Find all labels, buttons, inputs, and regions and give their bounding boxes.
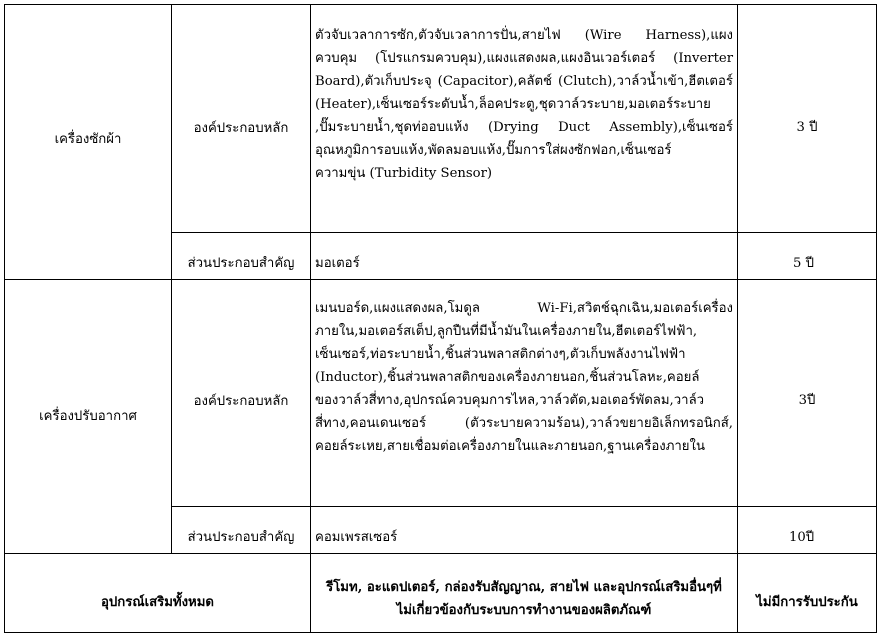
component-type-main-washer: องค์ประกอบหลัก (193, 121, 289, 136)
warranty-main-washer: 3 ปี (796, 120, 818, 135)
text-line: Board),ตัวเก็บประจุ (Capacitor),คลัตช์ (Clutch),วาล์วน้ำเข้า,ฮีตเตอร์ (315, 74, 733, 89)
text-line: อุณหภูมิการอบแห้ง,พัดลมอบแห้ง,ปั๊มการใส่ผงซักฟอก,เซ็นเซอร์ (315, 143, 672, 158)
main-components-ac (315, 297, 733, 458)
text-line: คอยล์ระเหย,สายเชื่อมต่อเครื่องภายในและภายนอก,ฐานเครื่องภายใน (315, 439, 705, 454)
text-line: ไม่เกี่ยวข้องกับระบบการทำงานของผลิตภัณฑ์ (396, 603, 652, 618)
component-type-key-ac: ส่วนประกอบสำคัญ (187, 530, 295, 545)
text-line: ความขุ่น (Turbidity Sensor) (315, 166, 493, 181)
table-border-bottom (4, 632, 877, 633)
table-border-right (876, 4, 877, 633)
text-line: เซ็นเซอร์,ท่อระบายน้ำ,ชิ้นส่วนพลาสติกต่างๆ,ตัวเก็บพลังงานไฟฟ้า (315, 347, 686, 362)
product-name-washer: เครื่องซักผ้า (54, 132, 122, 147)
row-divider-washer-key (171, 232, 877, 233)
warranty-key-ac: 10ปี (789, 530, 815, 545)
accessories-warranty: ไม่มีการรับประกัน (756, 595, 858, 610)
accessories-description (315, 576, 733, 622)
row-divider-ac-end (4, 553, 877, 554)
text-line: (Inductor),ชิ้นส่วนพลาสติกของเครื่องภายนอก,ชิ้นส่วนโลหะ,คอยล์ (315, 370, 700, 385)
text-line: สี่ทาง,คอนเดนเซอร์ (ตัวระบายความร้อน),วาล์วขยายอิเล็กทรอนิกส์, (315, 416, 733, 431)
warranty-key-washer: 5 ปี (793, 256, 814, 271)
col-divider-product (171, 4, 172, 554)
warranty-main-ac: 3ปี (798, 393, 816, 408)
row-divider-washer-end (4, 279, 877, 280)
text-line: รีโมท, อะแดปเตอร์, กล่องรับสัญญาณ, สายไฟ และอุปกรณ์เสริมอื่นๆที่ (326, 580, 722, 595)
text-line: ตัวจับเวลาการซัก,ตัวจับเวลาการปั่น,สายไฟ (Wire Harness),แผง (315, 28, 733, 43)
text-line: เมนบอร์ด,แผงแสดงผล,โมดูล Wi-Fi,สวิตช์ฉุกเฉิน,มอเตอร์เครื่อง (315, 301, 733, 316)
main-components-washer (315, 24, 733, 185)
product-name-ac: เครื่องปรับอากาศ (39, 409, 137, 424)
table-border-left (4, 4, 5, 633)
text-line: ควบคุม (โปรแกรมควบคุม),แผงแสดงผล,แผงอินเวอร์เตอร์ (Inverter (315, 51, 733, 66)
table-border-top (4, 4, 877, 5)
text-line: ,ปั๊มระบายน้ำ,ชุดท่ออบแห้ง (Drying Duct Assembly),เซ็นเซอร์ (315, 120, 733, 135)
text-line: (Heater),เซ็นเซอร์ระดับน้ำ,ล็อคประตู,ชุดวาล์วระบาย,มอเตอร์ระบาย (315, 97, 711, 112)
row-divider-ac-key (171, 506, 877, 507)
text-line: ของวาล์วสี่ทาง,อุปกรณ์ควบคุมการไหล,วาล์วตัด,มอเตอร์พัดลม,วาล์ว (315, 393, 705, 408)
key-component-washer: มอเตอร์ (315, 256, 360, 271)
key-component-ac: คอมเพรสเซอร์ (315, 530, 398, 545)
text-line: ภายใน,มอเตอร์สเต็ป,ลูกปืนที่มีน้ำมันในเครื่องภายใน,ฮีตเตอร์ไฟฟ้า, (315, 324, 698, 339)
component-type-main-ac: องค์ประกอบหลัก (193, 394, 289, 409)
component-type-key-washer: ส่วนประกอบสำคัญ (187, 256, 295, 271)
accessories-label: อุปกรณ์เสริมทั้งหมด (100, 595, 214, 610)
col-divider-warranty (737, 4, 738, 633)
